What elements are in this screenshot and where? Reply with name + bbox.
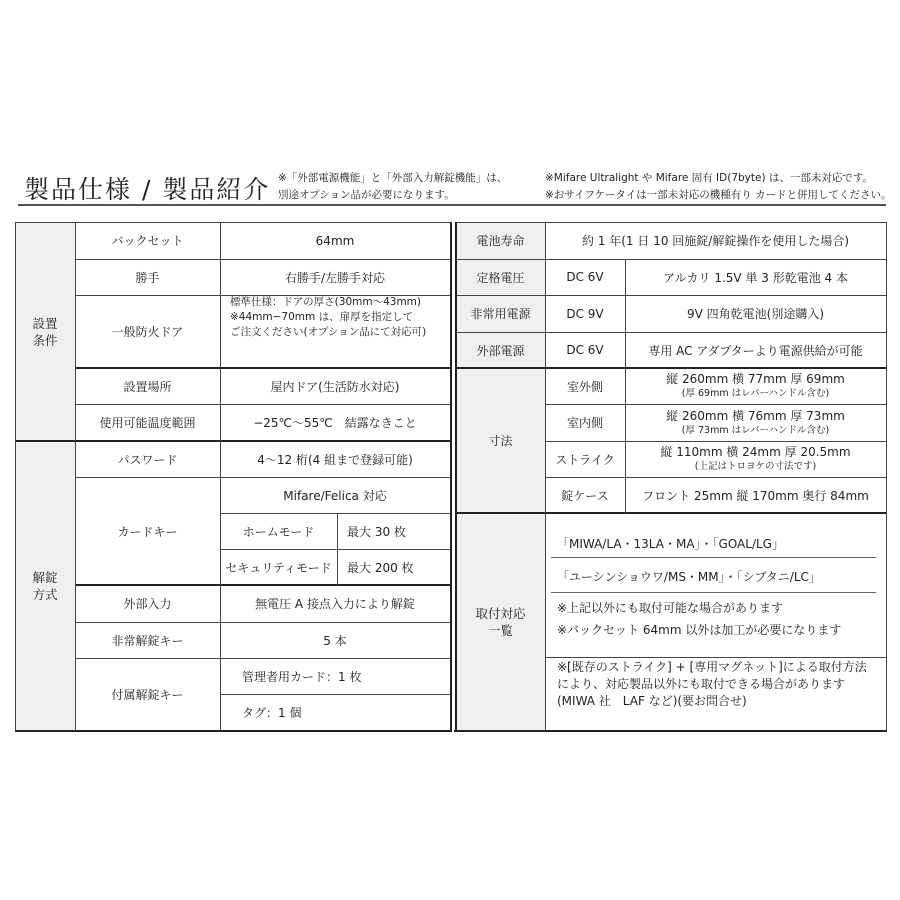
dim-sub-strike: (上記はトロヨケの寸法です)	[694, 461, 817, 472]
card-mode-home: ホームモード	[242, 524, 315, 539]
value-external-power: DC 6V	[566, 343, 604, 357]
label-dimensions: 寸法	[456, 368, 545, 513]
category-installation-line-2: 条件	[32, 332, 58, 348]
grid-line	[75, 584, 450, 586]
dim-part-outdoor: 室外側	[566, 379, 603, 394]
grid-line	[75, 367, 450, 369]
label-external-input: 外部入力	[123, 597, 172, 611]
label-handing: 勝手	[135, 270, 160, 285]
grid-line	[75, 295, 450, 296]
label-password: パスワード	[117, 452, 178, 467]
included-tag: タグ：1 個	[242, 706, 302, 720]
category-unlock-line-2: 方式	[32, 587, 58, 602]
value-emergency-key: 5 本	[323, 633, 347, 648]
value-temperature: −25℃〜55℃ 結露なきこと	[253, 416, 417, 430]
value-backset: 64mm	[315, 233, 355, 248]
compat-brands-1: 「MIWA/LA・13LA・MA」・「GOAL/LG」	[557, 537, 784, 551]
grid-line	[456, 512, 886, 514]
grid-line	[545, 222, 546, 731]
label-backset: バックセット	[111, 234, 184, 248]
label-rated-voltage: 定格電圧	[456, 259, 545, 295]
grid-line	[545, 404, 886, 405]
grid-line	[545, 477, 886, 478]
dim-sub-indoor: (厚 73mm はレバーハンドル含む)	[681, 424, 830, 436]
fire-door-line-1: 標準仕様：ドアの厚さ(30mm〜43mm)	[230, 296, 422, 308]
dim-main-indoor: 縦 260mm 横 76mm 厚 73mm	[666, 408, 845, 423]
option-note-line-2: 別途オプション品が必要になります。	[278, 189, 455, 201]
label-card-key: カードキー	[117, 524, 178, 539]
grid-line	[456, 367, 886, 369]
grid-line	[75, 259, 450, 260]
grid-line	[220, 513, 450, 514]
grid-line	[545, 441, 886, 442]
label-external-power: 外部電源	[456, 332, 545, 368]
compat-note-1: ※上記以外にも取付可能な場合があります	[557, 601, 784, 615]
category-installation	[15, 222, 75, 441]
label-fire-door: 一般防火ドア	[111, 325, 184, 339]
fire-door-line-3: ご注文ください(オプション品にて対応可)	[230, 326, 427, 338]
category-installation-line-1: 設置	[32, 315, 58, 331]
desc-emergency-power: 9V 四角乾電池(別途購入)	[686, 307, 825, 321]
grid-line	[220, 549, 450, 550]
grid-line	[220, 222, 221, 731]
dim-sub-outdoor: (厚 69mm はレバーハンドル含む)	[681, 388, 830, 399]
label-battery-life: 電池寿命	[456, 222, 545, 259]
desc-rated-voltage: アルカリ 1.5V 単 3 形乾電池 4 本	[663, 270, 848, 285]
desc-external-power: 専用 AC アダプターより電源供給が可能	[648, 343, 863, 358]
value-emergency-power: DC 9V	[566, 306, 604, 321]
grid-line	[15, 440, 450, 442]
value-location: 屋内ドア(生活防水対応)	[270, 379, 400, 394]
compat-extra	[545, 659, 886, 731]
grid-line	[456, 295, 886, 296]
grid-line	[337, 513, 338, 585]
page-title: 製品仕様 / 製品紹介	[24, 175, 271, 204]
compat-brands-2: 「ユーシンショウワ/MS・MM」・「シブタニ/LC」	[557, 569, 821, 584]
value-external-input: 無電圧 A 接点入力により解錠	[255, 597, 415, 611]
dim-part-indoor: 室内側	[566, 416, 603, 430]
compatibility-note-line-1: ※Mifare Ultralight や Mifare 固有 ID(7byte) は、一部未対応です。	[545, 172, 874, 184]
card-mode-security-max: 最大 200 枚	[347, 560, 414, 575]
grid-line	[456, 332, 886, 333]
dim-value-indoor	[625, 404, 886, 441]
value-battery-life: 約 1 年(1 日 10 回施錠/解錠操作を使用した場合)	[581, 234, 850, 248]
label-compatibility-line-2: 一覧	[487, 623, 513, 638]
compat-note-2: ※バックセット 64mm 以外は加工が必要になります	[557, 623, 842, 637]
grid-line	[15, 222, 450, 223]
label-compatibility	[456, 513, 545, 731]
option-note-line-1: ※「外部電源機能」と「外部入力解錠機能」は、	[278, 172, 508, 184]
label-temperature: 使用可能温度範囲	[99, 416, 196, 430]
grid-line	[551, 557, 876, 558]
grid-line	[456, 222, 886, 223]
value-password: 4〜12 桁(4 組まで登録可能)	[257, 452, 413, 467]
dim-main-outdoor: 縦 260mm 横 77mm 厚 69mm	[666, 372, 845, 386]
card-mode-security: セキュリティモード	[225, 560, 332, 575]
compatibility-note-line-2: ※おサイフケータイは一部未対応の機種有り カードと併用してください。	[545, 189, 892, 201]
grid-line	[75, 622, 450, 623]
category-unlock-line-1: 解錠	[32, 570, 58, 585]
grid-line	[75, 222, 76, 731]
grid-line	[454, 730, 887, 732]
card-mode-home-max: 最大 30 枚	[347, 524, 406, 539]
title-divider	[18, 204, 886, 206]
grid-line	[220, 694, 450, 695]
grid-line	[15, 222, 16, 731]
compat-extra-line-2: により、対応製品以外にも取付できる場合があります	[557, 677, 846, 691]
compat-notes	[545, 597, 886, 645]
grid-line	[75, 404, 450, 405]
included-admin-card: 管理者用カード：1 枚	[242, 669, 362, 684]
value-handing: 右勝手/左勝手対応	[284, 270, 386, 285]
dim-part-strike: ストライク	[555, 452, 615, 467]
value-card-key: Mifare/Felica 対応	[283, 488, 387, 503]
label-emergency-power: 非常用電源	[456, 295, 545, 332]
grid-line	[625, 259, 626, 513]
label-compatibility-line-1: 取付対応	[475, 606, 526, 621]
label-included-keys: 付属解錠キー	[111, 688, 184, 702]
dim-part-lock-case: 錠ケース	[561, 488, 609, 503]
grid-line	[456, 259, 886, 260]
grid-line	[455, 222, 457, 732]
dim-value-outdoor	[625, 368, 886, 404]
dim-main-strike: 縦 110mm 横 24mm 厚 20.5mm	[660, 445, 851, 459]
compatibility-note	[545, 170, 892, 204]
dim-value-lock-case: フロント 25mm 縦 170mm 奥行 84mm	[642, 488, 869, 503]
grid-line	[551, 592, 876, 593]
grid-line	[545, 657, 886, 658]
fire-door-line-2: ※44mm−70mm は、扉厚を指定して	[230, 311, 414, 323]
grid-line	[450, 222, 452, 732]
option-note	[278, 170, 507, 204]
grid-line	[15, 730, 452, 732]
grid-line	[75, 477, 450, 478]
grid-line	[75, 658, 450, 659]
compat-extra-line-1: ※[既存のストライク] + [専用マグネット]による取付方法	[557, 660, 867, 674]
dim-value-strike	[625, 441, 886, 477]
value-rated-voltage: DC 6V	[566, 270, 604, 284]
label-location: 設置場所	[123, 379, 172, 394]
category-unlock	[15, 441, 75, 731]
label-emergency-key: 非常解錠キー	[111, 633, 184, 648]
grid-line	[886, 222, 887, 731]
value-fire-door	[220, 295, 450, 368]
compat-extra-line-3: (MIWA 社 LAF など)(要お問合せ)	[557, 694, 747, 708]
